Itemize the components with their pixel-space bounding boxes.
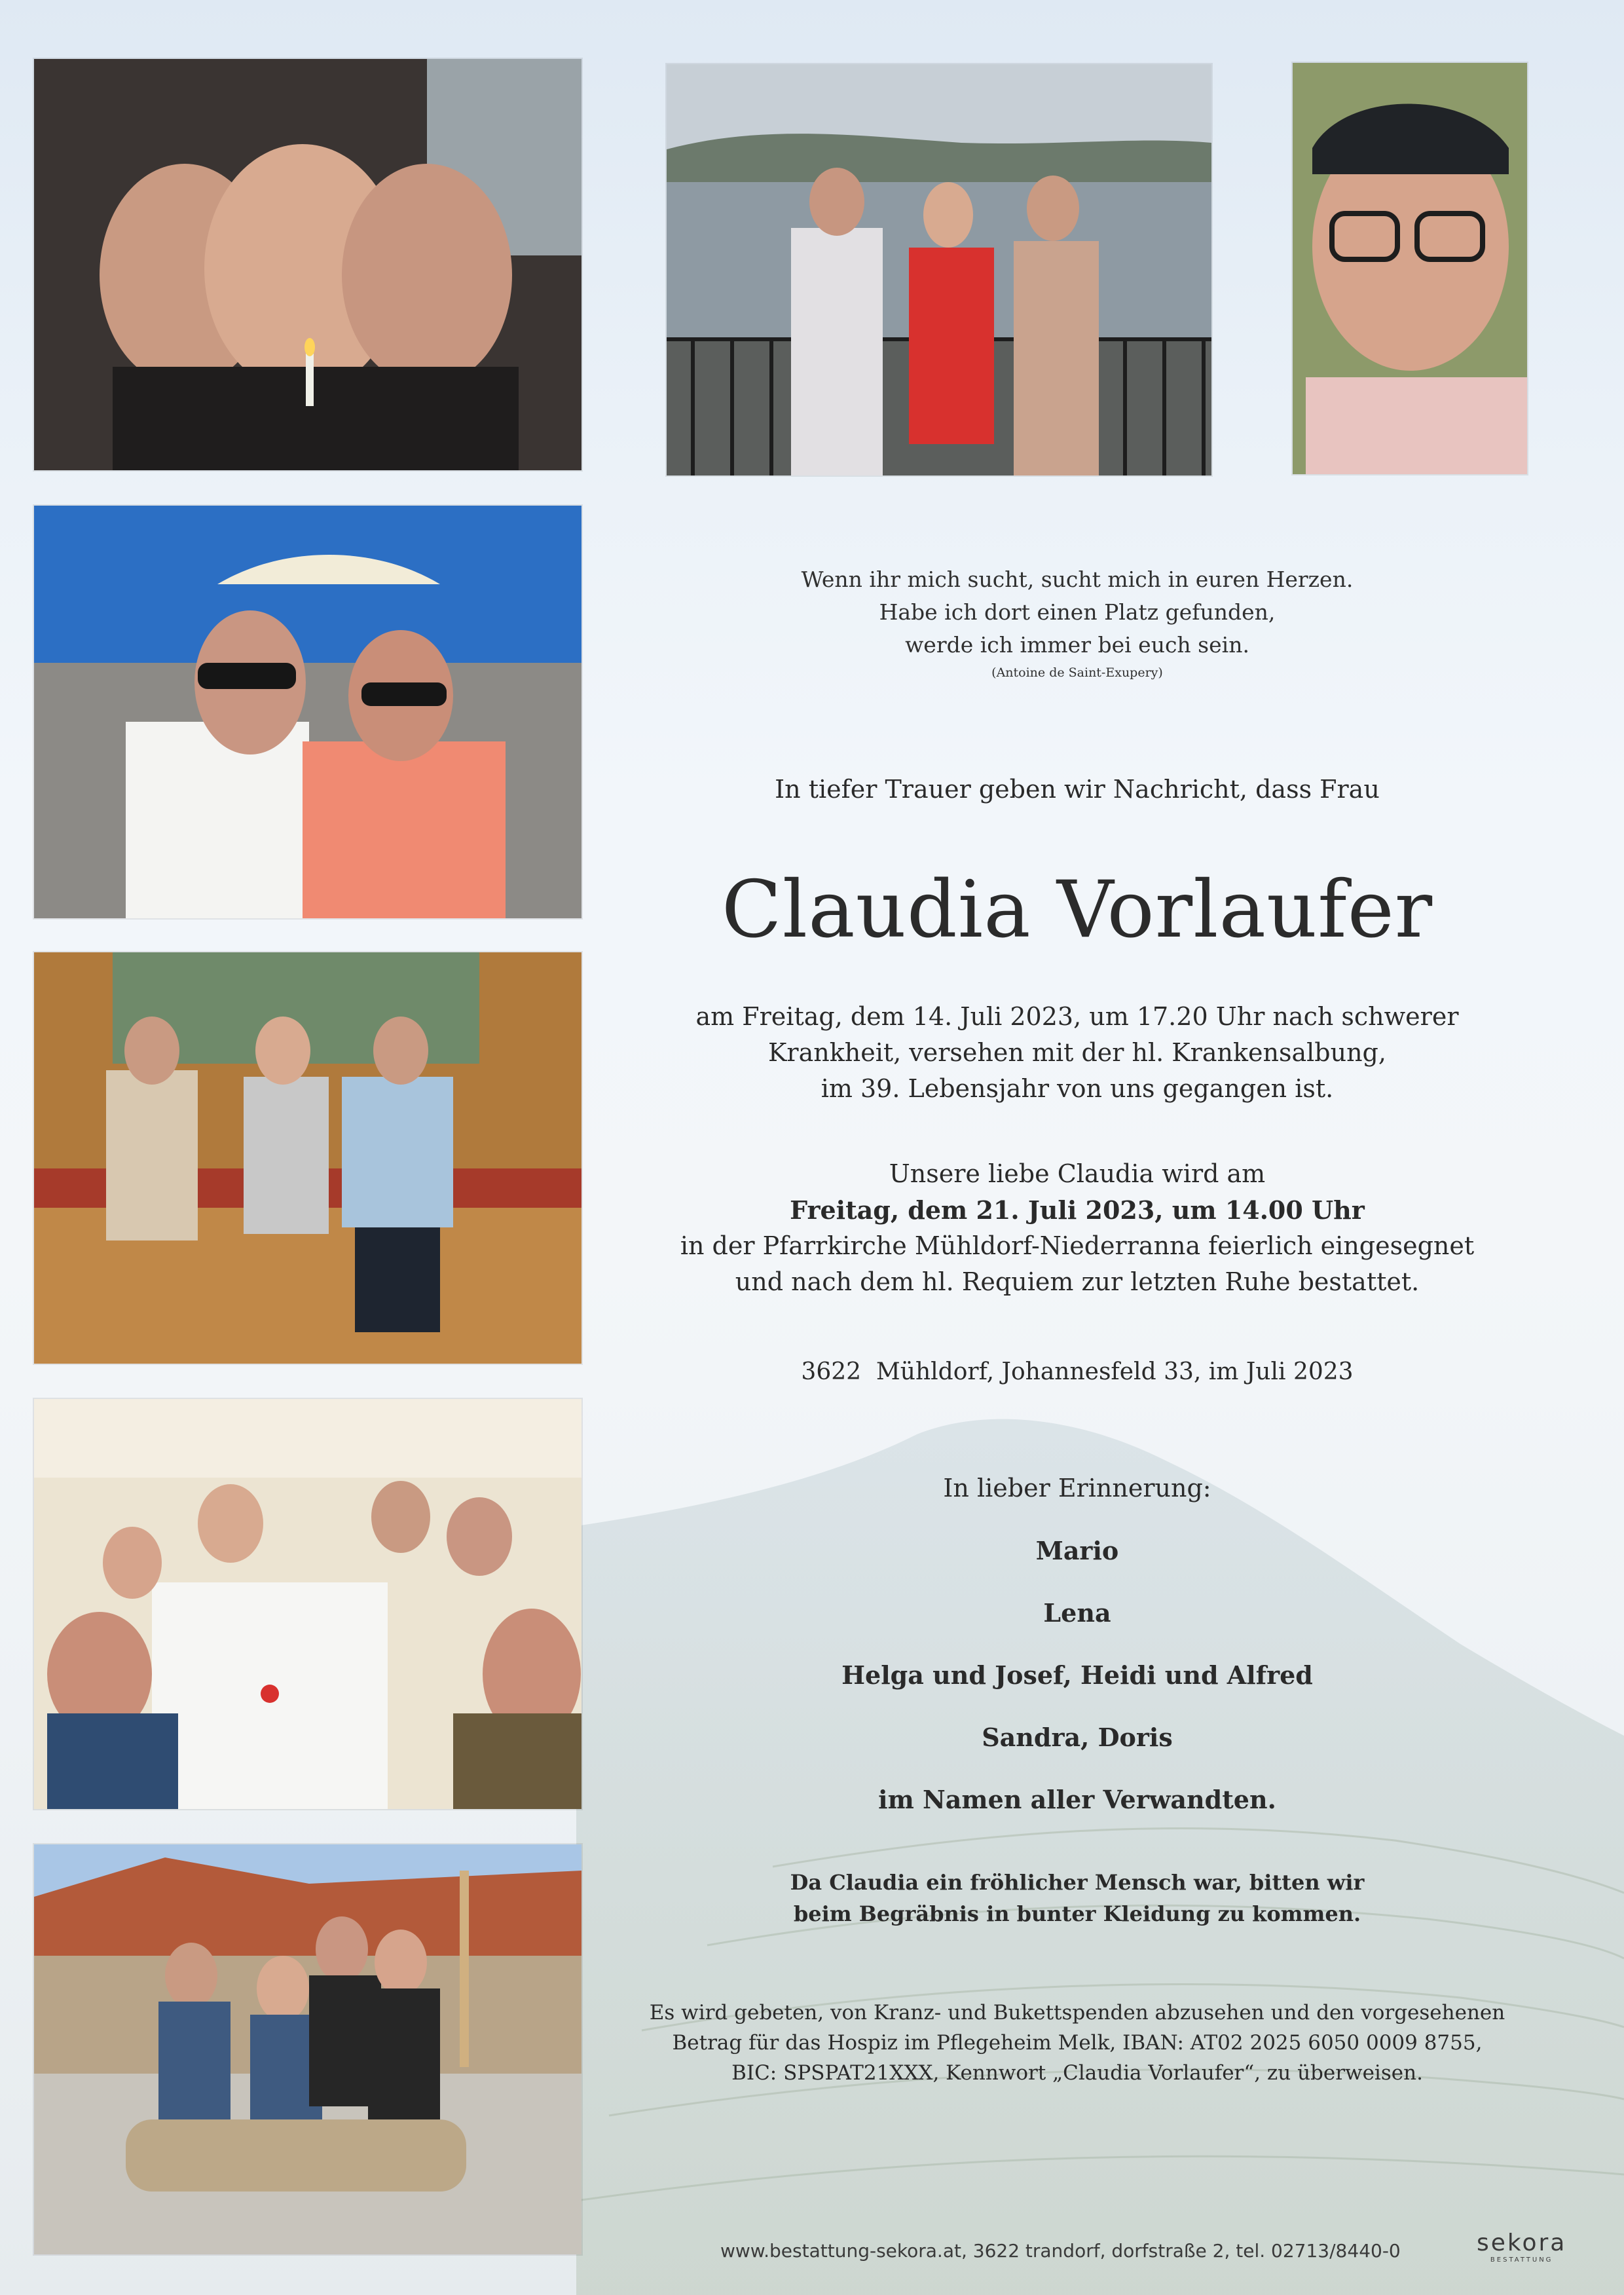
mourner-name: Lena <box>1043 1598 1111 1628</box>
donation-note <box>583 1998 1572 2088</box>
logo-name: sekora <box>1477 2230 1567 2256</box>
mourner-name: Sandra, Doris <box>982 1723 1173 1752</box>
quote-line: werde ich immer bei euch sein. <box>905 632 1249 658</box>
photo-restaurant-table-group <box>33 1398 583 1810</box>
donation-line: Betrag für das Hospiz im Pflegeheim Melk, IBAN: AT02 2025 6050 0009 8755, <box>672 2031 1483 2055</box>
photo-stone-wall-group <box>33 1843 583 2256</box>
place-date-line: 3622 Mühldorf, Johannesfeld 33, im Juli 2023 <box>801 1358 1354 1385</box>
funeral-line: und nach dem hl. Requiem zur letzten Ruhe bestattet. <box>735 1267 1420 1296</box>
quote-line: Habe ich dort einen Platz gefunden, <box>879 599 1276 625</box>
footer-contact: www.bestattung-sekora.at, 3622 trandorf, dorfstraße 2, tel. 02713/8440-0 <box>720 2240 1401 2262</box>
request-line: Da Claudia ein fröhlicher Mensch war, bitten wir <box>790 1870 1365 1895</box>
announcement-intro: In tiefer Trauer geben wir Nachricht, dass Frau <box>775 775 1380 804</box>
quote-block <box>583 563 1572 684</box>
memory-heading: In lieber Erinnerung: <box>943 1474 1211 1502</box>
clothing-request <box>583 1867 1572 1930</box>
quote-line: Wenn ihr mich sucht, sucht mich in euren Herzen. <box>801 567 1354 592</box>
donation-line: Es wird gebeten, von Kranz- und Bukettspenden abzusehen und den vorgesehenen <box>649 2001 1505 2024</box>
photo-selfie-cap <box>1291 62 1528 476</box>
quote-author: (Antoine de Saint-Exupery) <box>991 665 1163 680</box>
passing-paragraph <box>583 999 1572 1107</box>
photo-wooden-room-bench <box>33 951 583 1365</box>
request-line: beim Begräbnis in bunter Kleidung zu kommen. <box>793 1901 1361 1926</box>
funeral-date: Freitag, dem 21. Juli 2023, um 14.00 Uhr <box>790 1195 1365 1225</box>
logo-sub: BESTATTUNG <box>1490 2256 1553 2264</box>
funeral-paragraph <box>583 1156 1572 1300</box>
passing-line: am Freitag, dem 14. Juli 2023, um 17.20 Uhr nach schwerer <box>695 1002 1459 1031</box>
photo-river-balcony <box>665 63 1213 477</box>
photo-birthday-candle <box>33 58 583 472</box>
sekora-logo <box>1477 2230 1566 2264</box>
mourner-name: Helga und Josef, Heidi und Alfred <box>841 1660 1313 1690</box>
memory-block <box>583 1457 1572 1831</box>
mourner-name: im Namen aller Verwandten. <box>878 1785 1276 1814</box>
photo-terrace-sunglasses <box>33 504 583 920</box>
passing-line: im 39. Lebensjahr von uns gegangen ist. <box>821 1074 1334 1103</box>
mourner-name: Mario <box>1035 1536 1119 1565</box>
funeral-line: Unsere liebe Claudia wird am <box>889 1159 1266 1188</box>
deceased-name: Claudia Vorlaufer <box>721 865 1433 956</box>
passing-line: Krankheit, versehen mit der hl. Krankensalbung, <box>768 1038 1386 1067</box>
donation-line: BIC: SPSPAT21XXX, Kennwort „Claudia Vorlaufer“, zu überweisen. <box>731 2061 1423 2085</box>
funeral-line: in der Pfarrkirche Mühldorf-Niederranna feierlich eingesegnet <box>680 1231 1475 1260</box>
